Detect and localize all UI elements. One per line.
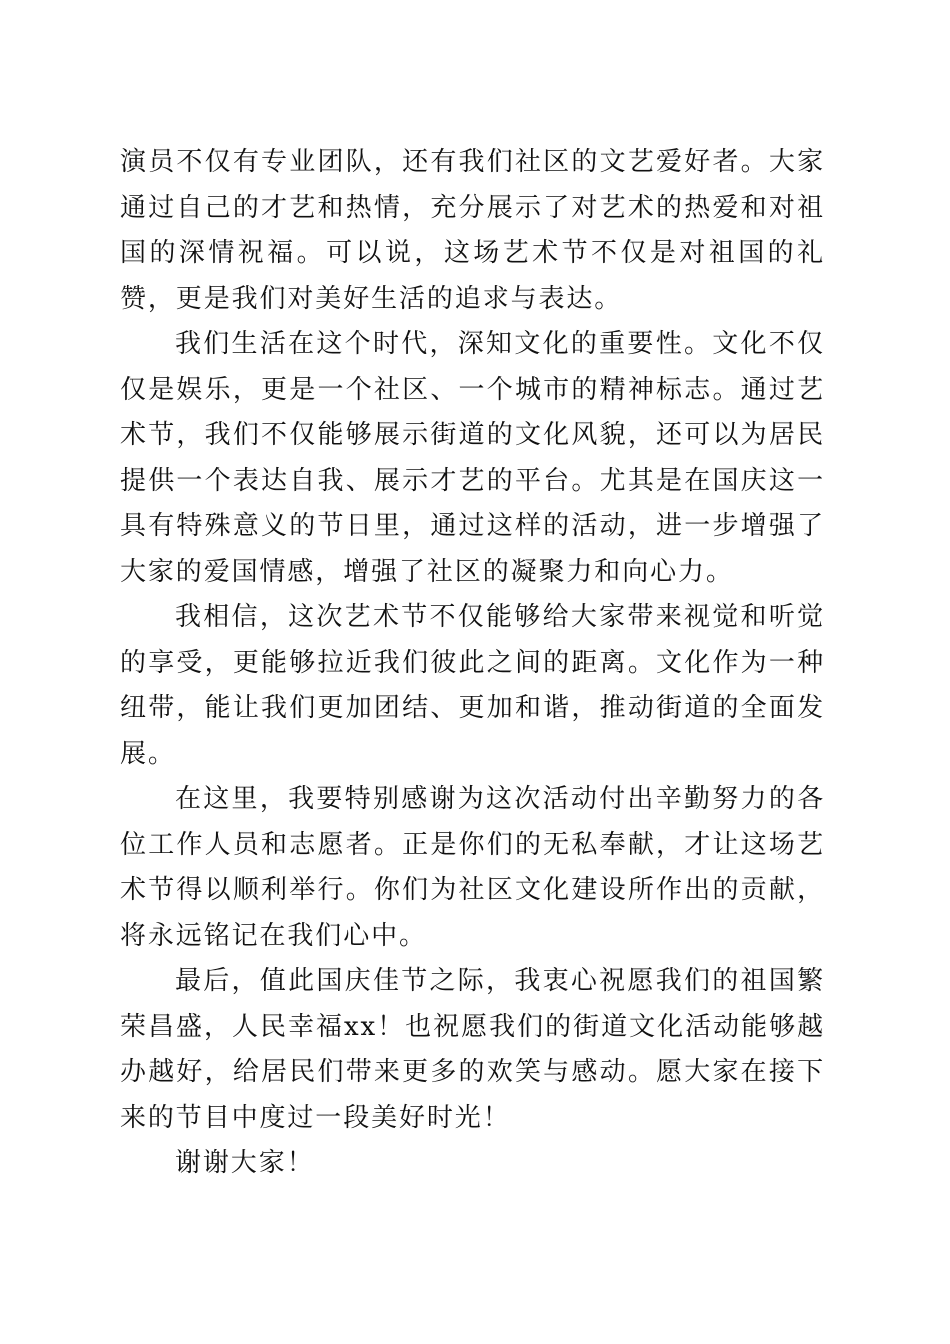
document-body <box>120 140 825 1187</box>
paragraph-belief: 我相信，这次艺术节不仅能够给大家带来视觉和听觉的享受，更能够拉近我们彼此之间的距离。文化作为一种纽带，能让我们更加团结、更加和谐，推动街道的全面发展。 <box>120 602 825 769</box>
paragraph-thanks-staff: 在这里，我要特别感谢为这次活动付出辛勤努力的各位工作人员和志愿者。正是你们的无私奉献，才让这场艺术节得以顺利举行。你们为社区文化建设所作出的贡献，将永远铭记在我们心中。 <box>120 784 825 951</box>
paragraph-culture-importance: 我们生活在这个时代，深知文化的重要性。文化不仅仅是娱乐，更是一个社区、一个城市的精神标志。通过艺术节，我们不仅能够展示街道的文化风貌，还可以为居民提供一个表达自我、展示才艺的平台。尤其是在国庆这一具有特殊意义的节日里，通过这样的活动，进一步增强了大家的爱国情感，增强了社区的凝聚力和向心力。 <box>120 329 825 587</box>
paragraph-continuation: 演员不仅有专业团队，还有我们社区的文艺爱好者。大家通过自己的才艺和热情，充分展示了对艺术的热爱和对祖国的深情祝福。可以说，这场艺术节不仅是对祖国的礼赞，更是我们对美好生活的追求与表达。 <box>120 147 825 314</box>
paragraph-thank-you: 谢谢大家！ <box>175 1148 315 1178</box>
paragraph-closing-wishes: 最后，值此国庆佳节之际，我衷心祝愿我们的祖国繁荣昌盛，人民幸福xx！也祝愿我们的街道文化活动能够越办越好，给居民们带来更多的欢笑与感动。愿大家在接下来的节目中度过一段美好时光！ <box>120 966 825 1133</box>
